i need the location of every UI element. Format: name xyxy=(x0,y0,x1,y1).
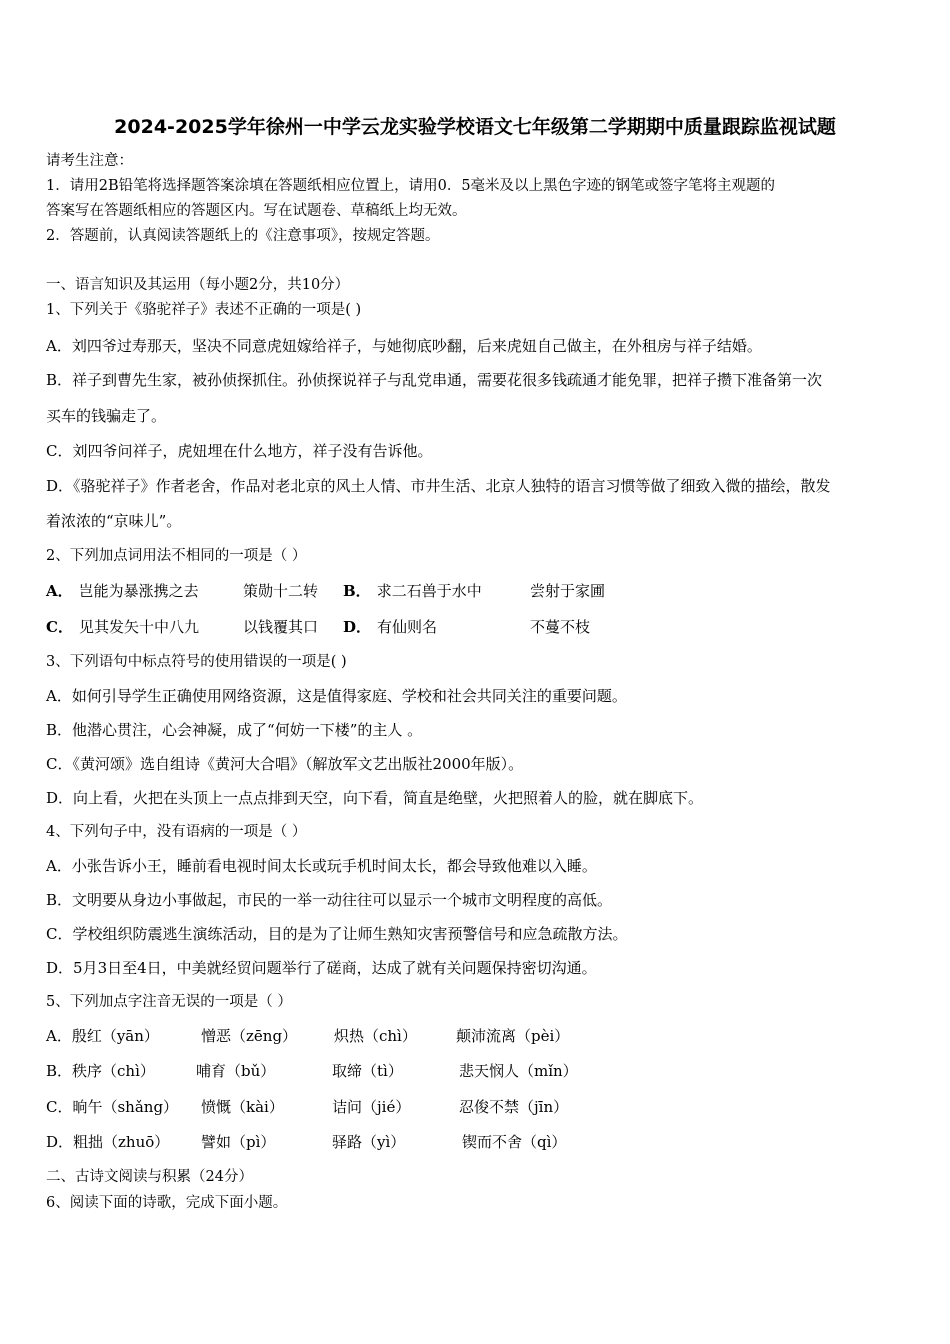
option-text: 有仙则名 xyxy=(377,618,438,636)
question-5-option-a-2: 憎恶（zēng） xyxy=(201,1027,298,1045)
question-5-stem: 5、下列加点字注音无误的一项是（ ） xyxy=(46,994,292,1010)
question-2-option-b-right: 尝射于家圃 xyxy=(530,582,606,600)
question-2-option-c-right: 以钱覆其口 xyxy=(243,618,319,636)
question-5-option-c-3: 诘问（jié） xyxy=(332,1098,411,1116)
question-5-option-d-3: 驿路（yì） xyxy=(332,1133,406,1151)
question-6-stem: 6、阅读下面的诗歌，完成下面小题。 xyxy=(46,1195,288,1211)
notice-item-1: 1．请用2B铅笔将选择题答案涂填在答题纸相应位置上，请用0．5毫米及以上黑色字迹的钢笔或签字笔将主观题的 xyxy=(46,178,776,194)
question-2-option-b xyxy=(343,581,482,601)
question-3-stem: 3、下列语句中标点符号的使用错误的一项是( ) xyxy=(46,654,347,670)
question-5-option-b-1: B．秩序（chì） xyxy=(46,1062,155,1080)
question-5-option-a-4: 颠沛流离（pèi） xyxy=(456,1027,570,1045)
question-4-option-b: B．文明要从身边小事做起，市民的一举一动往往可以显示一个城市文明程度的高低。 xyxy=(46,891,613,909)
question-5-option-a-3: 炽热（chì） xyxy=(334,1027,417,1045)
question-4-stem: 4、下列句子中，没有语病的一项是（ ） xyxy=(46,824,307,840)
question-3-option-a: A．如何引导学生正确使用网络资源，这是值得家庭、学校和社会共同关注的重要问题。 xyxy=(46,687,627,705)
option-label: B． xyxy=(343,582,371,600)
question-5-option-d-2: 譬如（pì） xyxy=(201,1133,276,1151)
option-text: 求二石兽于水中 xyxy=(376,582,482,600)
question-1-option-b-cont: 买车的钱骗走了。 xyxy=(46,407,167,425)
question-5-option-b-3: 取缔（tì） xyxy=(332,1062,403,1080)
section-2-heading: 二、古诗文阅读与积累（24分） xyxy=(46,1169,253,1185)
question-5-option-b-4: 悲天悯人（mǐn） xyxy=(459,1062,578,1080)
question-2-option-c xyxy=(46,617,199,637)
question-4-option-a: A．小张告诉小王，睡前看电视时间太长或玩手机时间太长，都会导致他难以入睡。 xyxy=(46,857,597,875)
question-2-option-d xyxy=(343,617,437,637)
question-3-option-c: C．《黄河颂》选自组诗《黄河大合唱》（解放军文艺出版社2000年版）。 xyxy=(46,755,524,773)
question-4-option-d: D．5月3日至4日，中美就经贸问题举行了磋商，达成了就有关问题保持密切沟通。 xyxy=(46,959,597,977)
section-1-heading: 一、语言知识及其运用（每小题2分，共10分） xyxy=(46,277,350,293)
question-1-option-a: A．刘四爷过寿那天，坚决不同意虎妞嫁给祥子，与她彻底吵翻，后来虎妞自己做主，在外租房与祥子结婚。 xyxy=(46,337,762,355)
question-1-stem: 1、下列关于《骆驼祥子》表述不正确的一项是( ) xyxy=(46,302,362,318)
option-text: 见其发矢十中八九 xyxy=(78,618,199,636)
question-1-option-d: D．《骆驼祥子》作者老舍，作品对老北京的风土人情、市井生活、北京人独特的语言习惯等做了细致入微的描绘，散发 xyxy=(46,477,831,495)
question-2-stem: 2、下列加点词用法不相同的一项是（ ） xyxy=(46,548,307,564)
question-2-option-a-right: 策勋十二转 xyxy=(243,582,319,600)
question-5-option-b-2: 哺育（bǔ） xyxy=(196,1062,276,1080)
notice-item-2: 2．答题前，认真阅读答题纸上的《注意事项》，按规定答题。 xyxy=(46,228,440,244)
question-1-option-b: B．祥子到曹先生家，被孙侦探抓住。孙侦探说祥子与乱党串通，需要花很多钱疏通才能免罪，把祥子攒下准备第一次 xyxy=(46,371,823,389)
question-2-option-a xyxy=(46,581,199,601)
question-5-option-c-2: 愤慨（kài） xyxy=(201,1098,284,1116)
option-label: A． xyxy=(46,582,73,600)
question-4-option-c: C．学校组织防震逃生演练活动，目的是为了让师生熟知灾害预警信号和应急疏散方法。 xyxy=(46,925,628,943)
question-5-option-a-1: A．殷红（yān） xyxy=(46,1027,159,1045)
notice-item-1-cont: 答案写在答题纸相应的答题区内。写在试题卷、草稿纸上均无效。 xyxy=(46,203,467,219)
question-2-option-d-right: 不蔓不枝 xyxy=(530,618,591,636)
question-3-option-b: B．他潜心贯注，心会神凝，成了“何妨一下楼”的主人 。 xyxy=(46,721,423,739)
option-label: C． xyxy=(46,618,73,636)
question-3-option-d: D．向上看，火把在头顶上一点点排到天空，向下看，简直是绝壁，火把照着人的脸，就在脚底下。 xyxy=(46,789,704,807)
question-5-option-d-4: 锲而不舍（qì） xyxy=(462,1133,567,1151)
question-5-option-d-1: D．粗拙（zhuō） xyxy=(46,1133,170,1151)
option-label: D． xyxy=(343,618,372,636)
page-title: 2024-2025学年徐州一中学云龙实验学校语文七年级第二学期期中质量跟踪监视试题 xyxy=(114,116,836,138)
question-5-option-c-1: C．晌午（shǎng） xyxy=(46,1098,179,1116)
question-5-option-c-4: 忍俊不禁（jīn） xyxy=(459,1098,569,1116)
notice-heading: 请考生注意： xyxy=(46,153,133,169)
question-1-option-d-cont: 着浓浓的“京味儿”。 xyxy=(46,512,182,530)
question-1-option-c: C．刘四爷问祥子，虎妞埋在什么地方，祥子没有告诉他。 xyxy=(46,442,433,460)
option-text: 岂能为暴涨携之去 xyxy=(78,582,199,600)
